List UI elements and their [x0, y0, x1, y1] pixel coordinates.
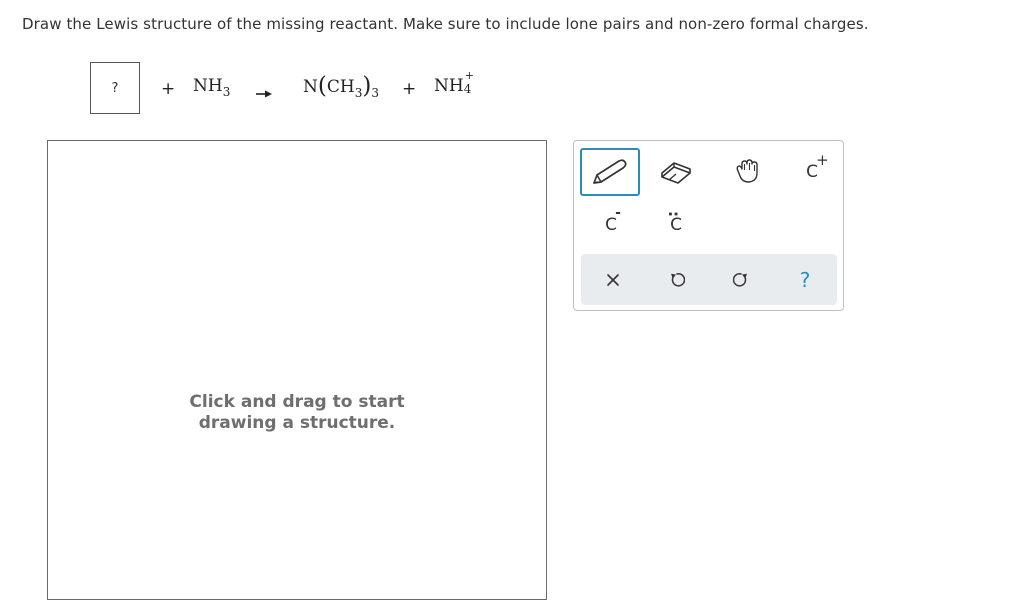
redo-icon [733, 272, 749, 288]
close-icon [606, 273, 620, 287]
help-button[interactable] [773, 254, 837, 305]
instruction-text: Draw the Lewis structure of the missing reactant. Make sure to include lone pairs and non-zero formal charges. [22, 15, 869, 33]
negative-charge-tool-button[interactable] [582, 204, 640, 246]
canvas-hint [48, 392, 546, 434]
ammonia-subscript: 3 [222, 85, 231, 99]
canvas-hint-line-2: drawing a structure. [198, 413, 396, 433]
lone-pair-atom [665, 211, 684, 235]
plus-charge-icon: + [816, 151, 829, 169]
pencil-tool-button[interactable] [580, 148, 640, 196]
nitrogen-symbol: N [303, 77, 318, 97]
move-tool-button[interactable] [720, 148, 776, 196]
undo-icon [669, 272, 685, 288]
missing-reactant-box[interactable] [90, 62, 140, 114]
plus-sign: + [161, 79, 176, 99]
minus-charge-icon: - [615, 205, 621, 221]
positive-charge-atom-symbol: C [806, 162, 818, 182]
ammonium-base: NH [434, 76, 464, 96]
drawing-canvas[interactable] [47, 140, 547, 600]
positive-charge-tool-button[interactable] [786, 148, 838, 196]
chemical-equation [90, 62, 570, 116]
eraser-tool-button[interactable] [650, 148, 702, 196]
drawing-toolbar [573, 140, 844, 311]
pencil-icon [589, 158, 631, 186]
missing-reactant-placeholder: ? [111, 80, 119, 96]
lone-pair-atom-symbol: C [670, 215, 682, 235]
eraser-icon [659, 160, 693, 184]
help-icon: ? [799, 267, 811, 292]
plus-sign-2: + [402, 79, 417, 99]
clear-button[interactable] [581, 254, 645, 305]
methyl-group: CH [326, 77, 355, 97]
ammonia-base: NH [193, 76, 223, 96]
action-bar [581, 254, 837, 305]
close-parenthesis: ) [362, 73, 372, 99]
ammonium-charge: + [464, 68, 474, 82]
negative-charge-atom [605, 205, 621, 235]
group-subscript: 3 [371, 86, 379, 100]
ammonium-subscript: 4 [463, 81, 472, 96]
open-parenthesis: ( [317, 73, 327, 99]
hand-icon [733, 159, 763, 185]
methyl-subscript: 3 [354, 86, 363, 100]
positive-charge-atom [806, 151, 829, 182]
reactant-ammonia [193, 76, 231, 99]
redo-button[interactable] [709, 254, 773, 305]
undo-button[interactable] [645, 254, 709, 305]
reaction-arrow-icon [256, 89, 272, 99]
lone-pair-tool-button[interactable] [650, 204, 702, 246]
product-trimethylamine [303, 72, 379, 98]
negative-charge-atom-symbol: C [605, 215, 617, 235]
canvas-hint-line-1: Click and drag to start [189, 392, 405, 412]
product-ammonium [434, 68, 474, 97]
lone-pair-dots-icon: : [665, 211, 684, 217]
